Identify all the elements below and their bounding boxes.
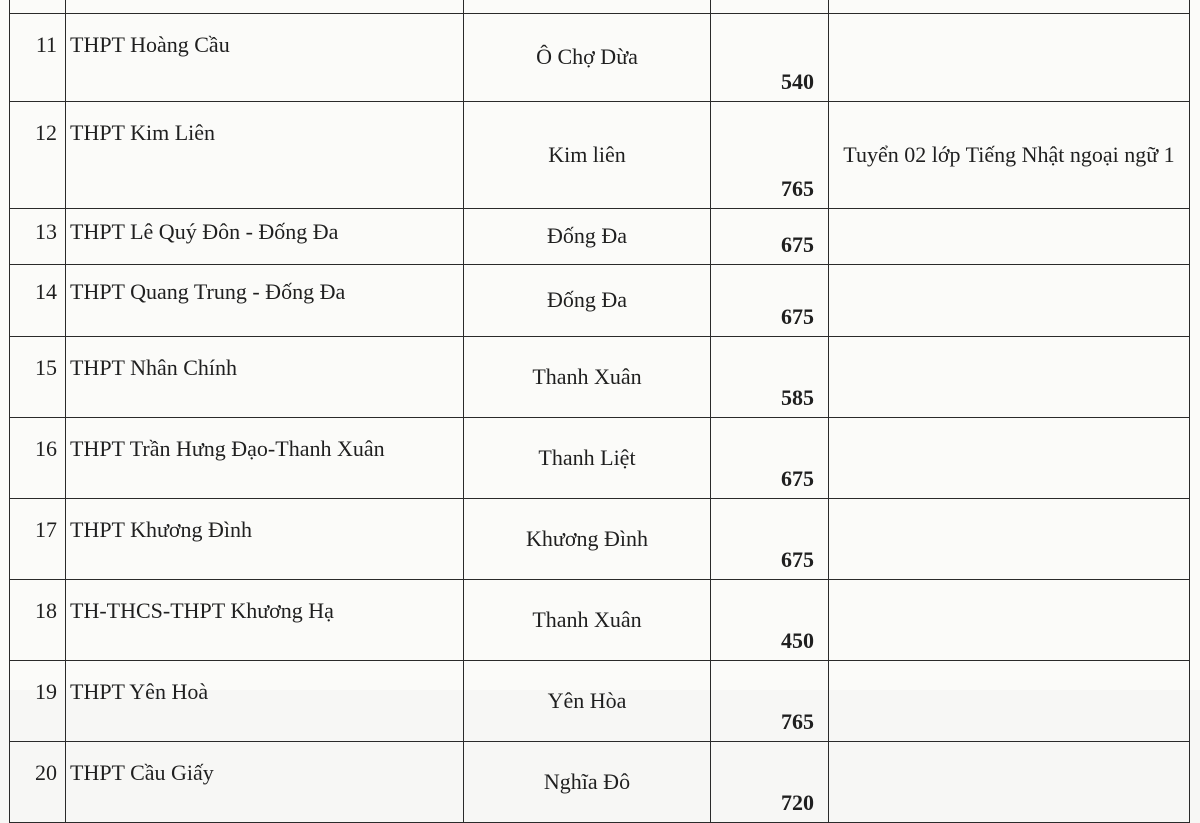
district-name: Thanh Xuân [464,337,711,418]
district-name: Thanh Xuân [464,580,711,661]
row-number: 14 [10,265,66,337]
school-name: THPT Hoàng Cầu [66,14,464,102]
row-number: 20 [10,742,66,823]
table-row [10,742,1190,823]
note-text [829,337,1190,418]
table-row [10,265,1190,337]
school-name: THPT Lê Quý Đôn - Đống Đa [66,209,464,265]
note-text [829,499,1190,580]
note-text [829,742,1190,823]
row-number: 15 [10,337,66,418]
table-row [10,661,1190,742]
quota-value: 675 [711,499,829,580]
table-cell [711,0,829,14]
table-row [10,102,1190,209]
school-name: THPT Khương Đình [66,499,464,580]
district-name: Ô Chợ Dừa [464,14,711,102]
district-name: Thanh Liệt [464,418,711,499]
school-name: THPT Cầu Giấy [66,742,464,823]
table-row [10,418,1190,499]
row-number: 11 [10,14,66,102]
table-cell [66,0,464,14]
table-row [10,580,1190,661]
quota-value: 720 [711,742,829,823]
district-name: Kim liên [464,102,711,209]
school-name: THPT Kim Liên [66,102,464,209]
table-cell [464,0,711,14]
row-number: 13 [10,209,66,265]
quota-value: 450 [711,580,829,661]
school-name: THPT Quang Trung - Đống Đa [66,265,464,337]
note-text [829,14,1190,102]
table-cell [10,0,66,14]
table-row [10,14,1190,102]
note-text: Tuyển 02 lớp Tiếng Nhật ngoại ngữ 1 [829,102,1190,209]
quota-value: 765 [711,102,829,209]
table-cell [829,0,1190,14]
quota-value: 540 [711,14,829,102]
school-quota-table [9,0,1190,823]
district-name: Đống Đa [464,209,711,265]
table-row [10,499,1190,580]
district-name: Yên Hòa [464,661,711,742]
school-name: THPT Trần Hưng Đạo-Thanh Xuân [66,418,464,499]
school-name: THPT Nhân Chính [66,337,464,418]
note-text [829,418,1190,499]
row-number: 16 [10,418,66,499]
table-row [10,209,1190,265]
row-number: 18 [10,580,66,661]
note-text [829,209,1190,265]
table-row [10,337,1190,418]
district-name: Đống Đa [464,265,711,337]
note-text [829,661,1190,742]
district-name: Khương Đình [464,499,711,580]
quota-value: 675 [711,265,829,337]
table-row-previous-edge [10,0,1190,14]
quota-value: 675 [711,209,829,265]
note-text [829,265,1190,337]
row-number: 19 [10,661,66,742]
school-name: THPT Yên Hoà [66,661,464,742]
school-name: TH-THCS-THPT Khương Hạ [66,580,464,661]
quota-value: 765 [711,661,829,742]
row-number: 12 [10,102,66,209]
quota-value: 675 [711,418,829,499]
row-number: 17 [10,499,66,580]
district-name: Nghĩa Đô [464,742,711,823]
quota-value: 585 [711,337,829,418]
note-text [829,580,1190,661]
